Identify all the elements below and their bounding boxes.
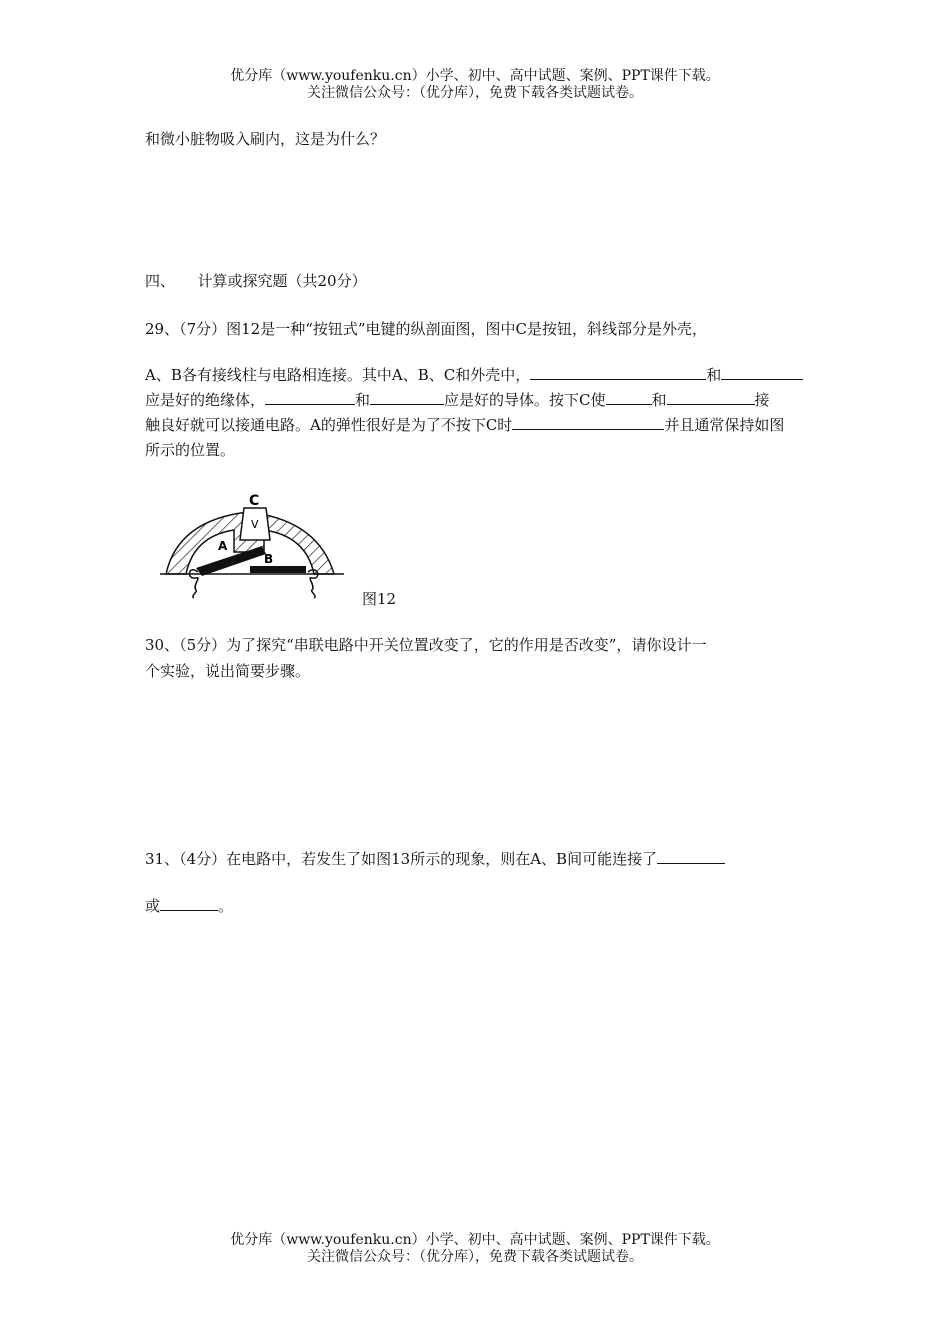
q29-blank-1[interactable] xyxy=(530,365,706,380)
figure-12-push-button-switch xyxy=(158,492,348,602)
contact-b xyxy=(250,566,306,573)
q29-text-3e: 接 xyxy=(754,391,770,409)
section-title: 四、 计算或探究题（共20分） xyxy=(145,272,367,290)
figure-12-caption: 图12 xyxy=(362,590,397,608)
label-c: C xyxy=(249,493,260,509)
q30-line-1: 30、（5分）为了探究“串联电路中开关位置改变了，它的作用是否改变”，请你设计一 xyxy=(145,636,707,654)
q31-line-1 xyxy=(145,848,725,869)
q29-blank-2[interactable] xyxy=(721,365,803,380)
footer-line-1: 优分库（www.youfenku.cn）小学、初中、高中试题、案例、PPT课件下载。 xyxy=(230,1232,720,1248)
q30-line-2: 个实验，说出简要步骤。 xyxy=(145,662,311,680)
label-a: A xyxy=(218,539,228,553)
q29-blank-4[interactable] xyxy=(370,390,444,405)
label-b: B xyxy=(264,552,274,566)
q29-line-1: 29、（7分）图12是一种“按钮式”电键的纵剖面图，图中C是按钮，斜线部分是外壳， xyxy=(145,320,708,338)
q29-text-3b: 和 xyxy=(355,391,371,409)
q29-text-4b: 并且通常保持如图 xyxy=(664,416,785,434)
q29-blank-7[interactable] xyxy=(512,415,664,430)
button-mark: V xyxy=(251,518,259,531)
q31-line-2 xyxy=(145,895,233,916)
q29-line-4 xyxy=(145,414,784,435)
q29-text-3c: 应是好的导体。按下C使 xyxy=(444,391,606,409)
q31-blank-2[interactable] xyxy=(160,896,218,911)
q31-blank-1[interactable] xyxy=(657,849,725,864)
q29-line-2 xyxy=(145,364,803,385)
q31-text-1: 31、（4分）在电路中，若发生了如图13所示的现象，则在A、B间可能连接了 xyxy=(145,850,658,868)
continued-question-text: 和微小脏物吸入刷内，这是为什么？ xyxy=(145,130,386,148)
q31-text-2b: 。 xyxy=(218,897,234,915)
q29-text-3a: 应是好的绝缘体， xyxy=(145,391,266,409)
q29-text-4a: 触良好就可以接通电路。A的弹性很好是为了不按下C时 xyxy=(145,416,513,434)
q31-text-2a: 或 xyxy=(145,897,161,915)
q29-blank-5[interactable] xyxy=(606,390,652,405)
q29-blank-6[interactable] xyxy=(667,390,755,405)
q29-blank-3[interactable] xyxy=(265,390,355,405)
q29-line-3 xyxy=(145,389,770,410)
q29-text-2a: A、B各有接线柱与电路相连接。其中A、B、C和外壳中， xyxy=(145,366,531,384)
page-footer xyxy=(0,1232,950,1266)
header-line-1: 优分库（www.youfenku.cn）小学、初中、高中试题、案例、PPT课件下载。 xyxy=(230,68,720,84)
footer-line-2: 关注微信公众号：（优分库），免费下载各类试题试卷。 xyxy=(307,1249,643,1265)
header-line-2: 关注微信公众号：（优分库），免费下载各类试题试卷。 xyxy=(307,85,643,101)
page-header xyxy=(0,68,950,102)
q29-line-5: 所示的位置。 xyxy=(145,441,236,459)
q29-text-2b: 和 xyxy=(706,366,722,384)
q29-text-3d: 和 xyxy=(651,391,667,409)
